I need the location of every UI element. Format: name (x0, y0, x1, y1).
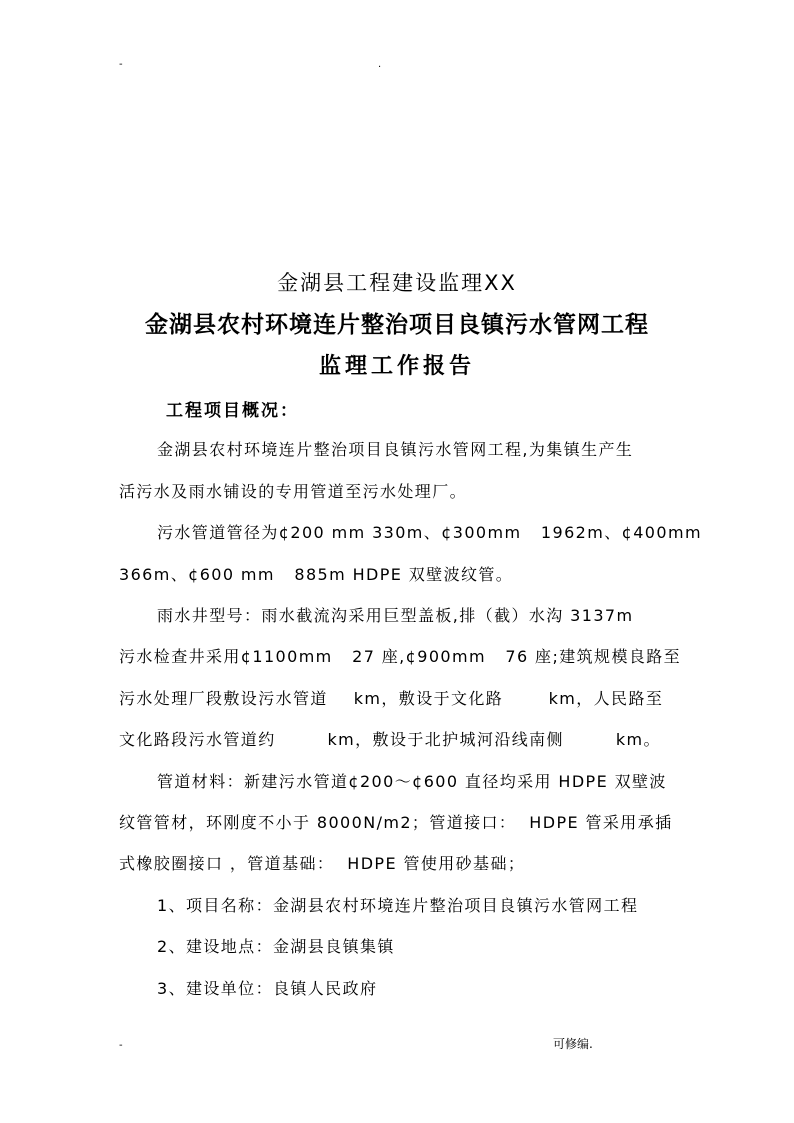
paragraph-line: 文化路段污水管道约 km，敷设于北护城河沿线南侧 km。 (119, 730, 661, 749)
header-dot-mark: . (378, 59, 382, 70)
footer-dash-mark: - (119, 1040, 123, 1051)
paragraph-line: 管道材料：新建污水管道¢200～¢600 直径均采用 HDPE 双壁波 (157, 772, 667, 791)
paragraph-line: 纹管管材，环刚度不小于 8000N/m2；管道接口： HDPE 管采用承插 (119, 813, 673, 832)
paragraph-line: 污水管道管径为¢200 mm 330m、¢300mm 1962m、¢400mm (157, 523, 702, 542)
paragraph-line: 污水处理厂段敷设污水管道 km，敷设于文化路 km，人民路至 (119, 689, 664, 708)
footer-note: 可修编. (553, 1037, 593, 1051)
list-item-location: 2、建设地点：金湖县良镇集镇 (157, 937, 395, 956)
list-item-owner: 3、建设单位：良镇人民政府 (157, 979, 378, 998)
project-title: 金湖县农村环境连片整治项目良镇污水管网工程 (145, 312, 649, 338)
paragraph-line: 雨水井型号：雨水截流沟采用巨型盖板,排（截）水沟 3137m (157, 606, 634, 625)
paragraph-line: 污水检查井采用¢1100mm 27 座,¢900mm 76 座;建筑规模良路至 (119, 647, 682, 666)
paragraph-line: 式橡胶圈接口 ，管道基础： HDPE 管使用砂基础； (119, 854, 526, 873)
company-title: 金湖县工程建设监理XX (277, 271, 517, 295)
paragraph-line: 活污水及雨水铺设的专用管道至污水处理厂。 (119, 482, 468, 501)
list-item-project-name: 1、项目名称：金湖县农村环境连片整治项目良镇污水管网工程 (157, 896, 639, 915)
section-heading: 工程项目概况： (166, 401, 299, 421)
paragraph-line: 366m、¢600 mm 885m HDPE 双壁波纹管。 (119, 565, 514, 584)
paragraph-line: 金湖县农村环境连片整治项目良镇污水管网工程,为集镇生产生 (157, 440, 634, 459)
report-title: 监理工作报告 (318, 354, 475, 379)
header-dash-mark: - (119, 59, 123, 70)
